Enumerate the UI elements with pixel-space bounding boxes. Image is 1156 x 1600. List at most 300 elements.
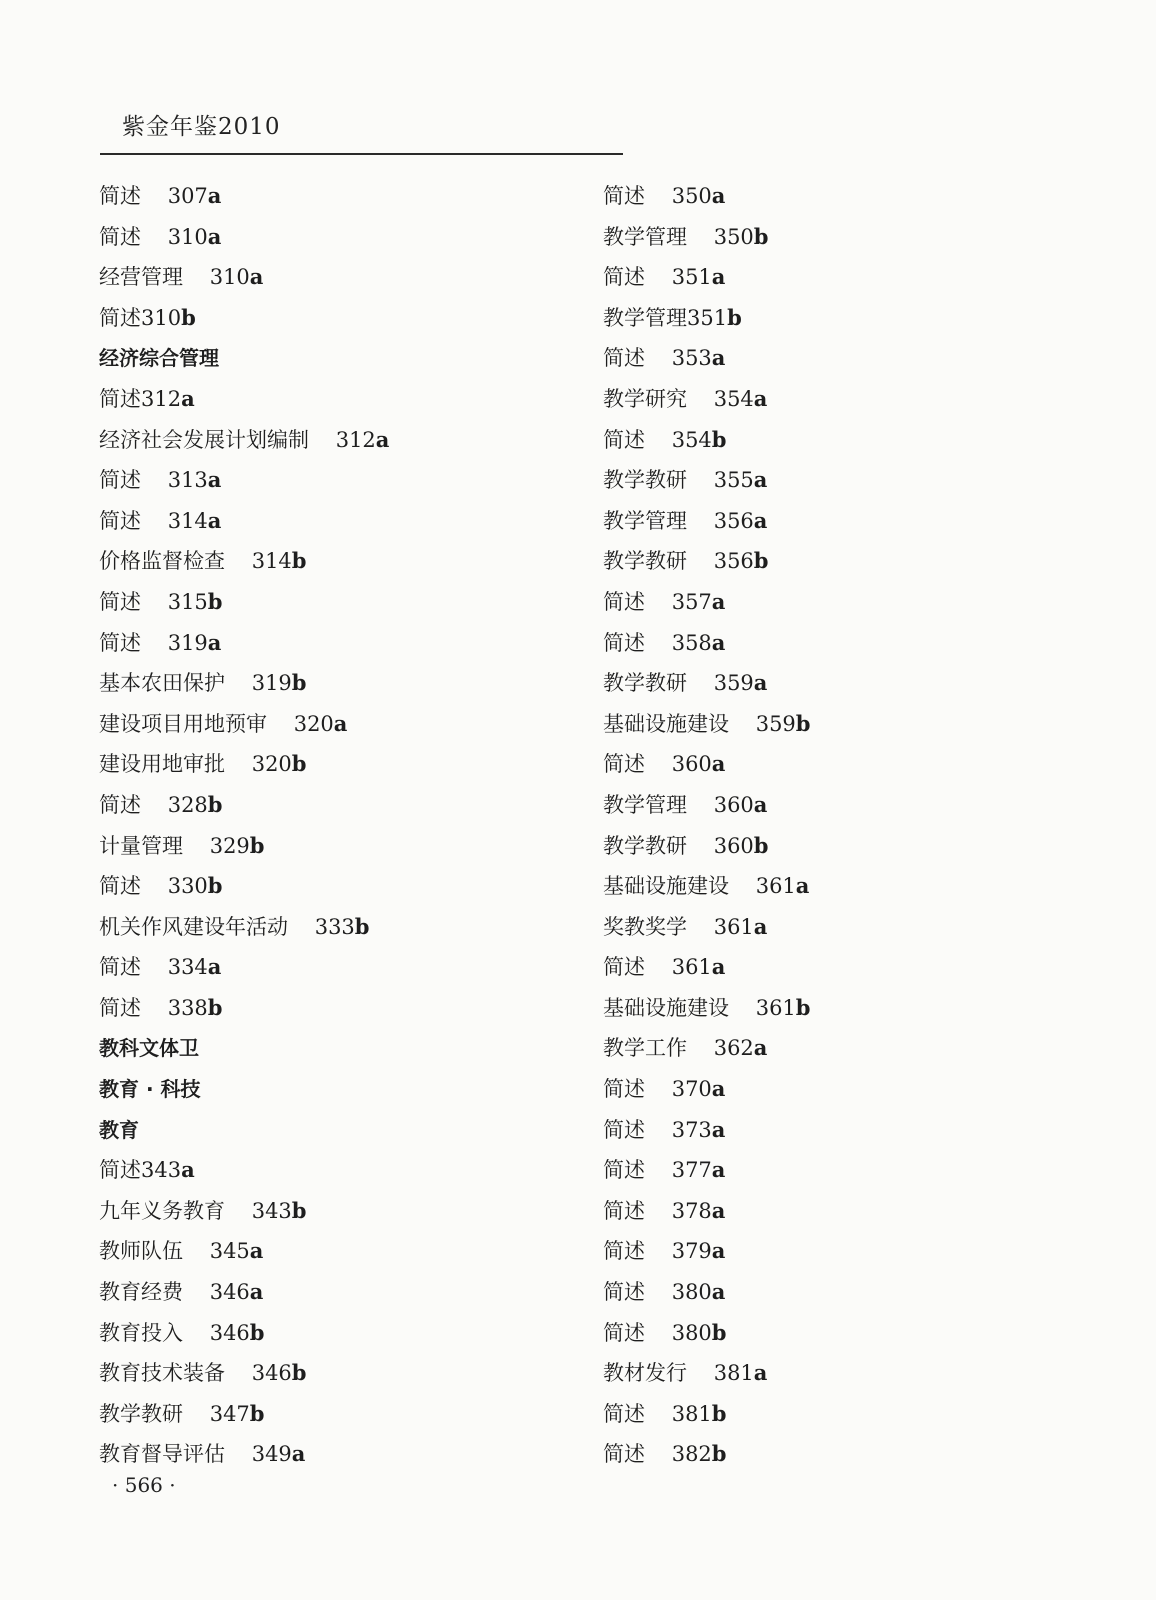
entry-gap (141, 996, 168, 1020)
entry-gap (687, 793, 714, 817)
entry-gap (183, 1402, 210, 1426)
entry-gap (225, 671, 252, 695)
entry-gap (729, 996, 756, 1020)
page-ref-column-letter: a (291, 1441, 306, 1467)
entry-page-ref (168, 874, 223, 898)
page-ref-column-letter: b (753, 832, 769, 858)
index-entry (99, 744, 389, 785)
entry-title: 简述 (603, 752, 645, 777)
index-entry (99, 460, 389, 501)
page-ref-number: 319 (251, 671, 292, 696)
entry-title: 建设用地审批 (99, 752, 225, 777)
entry-title: 教学管理 (603, 305, 687, 330)
index-entry (603, 1313, 810, 1354)
page-ref-number: 338 (167, 995, 208, 1020)
entry-title: 简述 (603, 955, 645, 980)
entry-gap (729, 874, 756, 898)
index-entry (603, 826, 810, 867)
entry-title: 教育 · 科技 (99, 1077, 201, 1102)
page-ref-number: 360 (671, 752, 712, 777)
entry-page-ref (672, 1280, 726, 1304)
entry-gap (141, 793, 168, 817)
page-ref-number: 359 (713, 671, 754, 696)
entry-title: 教育投入 (99, 1320, 183, 1345)
entry-page-ref (714, 225, 769, 249)
entry-page-ref (756, 996, 811, 1020)
entry-title: 简述 (603, 1280, 645, 1305)
page-ref-number: 347 (209, 1401, 250, 1426)
page-ref-number: 379 (671, 1239, 712, 1264)
entry-title: 简述 (603, 184, 645, 208)
entry-page-ref (672, 1199, 726, 1223)
entry-page-ref (714, 387, 768, 411)
page-ref-number: 361 (713, 914, 754, 939)
entry-page-ref (168, 955, 222, 979)
index-entry (603, 988, 810, 1029)
page-ref-number: 354 (671, 427, 712, 452)
entry-title: 教材发行 (603, 1361, 687, 1386)
entry-title: 简述 (603, 1442, 645, 1467)
page-ref-column-letter: a (711, 751, 726, 777)
entry-page-ref (168, 996, 223, 1020)
page-ref-column-letter: a (711, 1238, 726, 1264)
entry-title: 简述 (99, 995, 141, 1020)
entry-gap (309, 428, 336, 452)
index-entry (603, 1231, 810, 1272)
entry-title: 教学教研 (99, 1401, 183, 1426)
index-entry (603, 541, 810, 582)
index-entry (603, 176, 810, 217)
page-ref-column-letter: b (291, 548, 307, 574)
entry-page-ref (210, 265, 264, 289)
page-ref-column-letter: a (333, 710, 348, 736)
page-ref-column-letter: a (181, 1157, 195, 1183)
index-entry (603, 866, 810, 907)
page-ref-number: 351 (687, 305, 728, 330)
entry-gap (645, 1077, 672, 1101)
entry-title: 简述 (603, 589, 645, 614)
index-entry (603, 1191, 810, 1232)
entry-gap (645, 1442, 672, 1466)
page-ref-number: 373 (671, 1117, 712, 1142)
page-ref-column-letter: b (181, 304, 196, 330)
page-number: · 566 · (112, 1473, 176, 1497)
entry-page-ref (315, 915, 370, 939)
page-ref-number: 351 (671, 265, 712, 290)
index-entry (99, 1313, 389, 1354)
entry-page-ref (252, 1442, 306, 1466)
index-entry (99, 623, 389, 664)
page-ref-number: 358 (671, 630, 712, 655)
entry-title: 简述 (99, 874, 141, 899)
entry-title: 九年义务教育 (99, 1198, 225, 1223)
page-ref-column-letter: b (207, 791, 223, 817)
index-section-heading (99, 1028, 389, 1069)
page-ref-number: 361 (755, 874, 796, 899)
entry-gap (183, 1239, 210, 1263)
page-ref-number: 310 (141, 305, 182, 330)
entry-page-ref (672, 955, 726, 979)
page-ref-column-letter: a (207, 507, 222, 533)
entry-title: 教学教研 (603, 468, 687, 493)
page-ref-number: 330 (167, 874, 208, 899)
index-entry (603, 1069, 810, 1110)
entry-gap (687, 1361, 714, 1385)
entry-title: 简述 (99, 508, 141, 533)
entry-title: 教学教研 (603, 671, 687, 696)
page-ref-column-letter: b (354, 913, 370, 939)
index-entry (99, 826, 389, 867)
page-ref-column-letter: b (249, 1400, 265, 1426)
page-ref-number: 312 (335, 427, 376, 452)
entry-page-ref (168, 184, 222, 208)
page-ref-number: 310 (209, 265, 250, 290)
page-ref-number: 320 (251, 752, 292, 777)
entry-page-ref (168, 590, 223, 614)
page-ref-number: 355 (713, 468, 754, 493)
entry-title: 简述 (99, 792, 141, 817)
entry-page-ref (672, 1158, 726, 1182)
page-ref-column-letter: a (711, 954, 726, 980)
page-ref-column-letter: b (795, 994, 811, 1020)
entry-gap (687, 834, 714, 858)
entry-gap (225, 549, 252, 573)
entry-gap (645, 428, 672, 452)
page-ref-column-letter: a (753, 1035, 768, 1061)
page-ref-number: 382 (671, 1442, 712, 1467)
entry-title: 教育督导评估 (99, 1442, 225, 1467)
page-ref-column-letter: a (753, 507, 768, 533)
entry-title: 教学工作 (603, 1036, 687, 1061)
index-entry (603, 1110, 810, 1151)
entry-title: 基础设施建设 (603, 874, 729, 899)
page-ref-number: 328 (167, 792, 208, 817)
entry-gap (729, 712, 756, 736)
page-ref-number: 343 (251, 1198, 292, 1223)
page-ref-number: 313 (167, 468, 208, 493)
page-ref-column-letter: a (181, 385, 195, 411)
page-ref-number: 314 (167, 508, 208, 533)
entry-page-ref (687, 306, 742, 330)
index-entry (603, 217, 810, 258)
entry-gap (183, 834, 210, 858)
page-ref-number: 346 (251, 1361, 292, 1386)
entry-page-ref (714, 671, 768, 695)
entry-gap (645, 265, 672, 289)
entry-gap (225, 752, 252, 776)
entry-page-ref (210, 1321, 265, 1345)
entry-title: 基本农田保护 (99, 671, 225, 696)
entry-page-ref (714, 468, 768, 492)
entry-title: 教科文体卫 (99, 1036, 199, 1061)
entry-gap (225, 1199, 252, 1223)
page-ref-number: 319 (167, 630, 208, 655)
entry-gap (288, 915, 315, 939)
entry-title: 机关作风建设年活动 (99, 914, 288, 939)
entry-page-ref (252, 549, 307, 573)
entry-page-ref (294, 712, 348, 736)
entry-gap (141, 955, 168, 979)
entry-gap (687, 509, 714, 533)
page-ref-number: 380 (671, 1320, 712, 1345)
page-ref-number: 329 (209, 833, 250, 858)
page-ref-number: 350 (671, 184, 712, 208)
page-ref-column-letter: a (249, 1279, 264, 1305)
entry-title: 教育 (99, 1117, 139, 1142)
entry-title: 简述 (99, 386, 141, 411)
page-ref-number: 380 (671, 1280, 712, 1305)
page-ref-number: 370 (671, 1077, 712, 1102)
entry-title: 简述 (603, 346, 645, 371)
entry-title: 经济综合管理 (99, 346, 219, 371)
entry-gap (183, 1321, 210, 1345)
entry-gap (183, 1280, 210, 1304)
index-column-left (99, 176, 389, 1475)
index-entry (99, 176, 389, 217)
page-ref-column-letter: b (753, 223, 769, 249)
entry-page-ref (210, 834, 265, 858)
index-entry (603, 379, 810, 420)
page-ref-number: 378 (671, 1198, 712, 1223)
page-ref-column-letter: a (711, 629, 726, 655)
entry-title: 计量管理 (99, 833, 183, 858)
index-entry (603, 663, 810, 704)
page-ref-column-letter: a (753, 467, 768, 493)
entry-gap (645, 1239, 672, 1263)
index-entry (99, 1272, 389, 1313)
entry-page-ref (210, 1402, 265, 1426)
entry-title: 简述 (99, 224, 141, 249)
index-entry (603, 907, 810, 948)
entry-page-ref (141, 306, 196, 330)
entry-gap (687, 549, 714, 573)
entry-page-ref (672, 1402, 727, 1426)
page-ref-number: 307 (167, 184, 208, 208)
page-ref-column-letter: a (207, 223, 222, 249)
entry-page-ref (672, 631, 726, 655)
page-ref-column-letter: a (753, 791, 768, 817)
index-entry (99, 541, 389, 582)
index-entry (99, 379, 389, 420)
entry-page-ref (756, 712, 811, 736)
page-ref-column-letter: b (795, 710, 811, 736)
running-title: 紫金年鉴2010 (122, 114, 281, 140)
page-ref-column-letter: b (207, 873, 223, 899)
page-ref-column-letter: b (291, 1360, 307, 1386)
page-ref-column-letter: a (711, 264, 726, 290)
entry-gap (141, 468, 168, 492)
page-ref-number: 345 (209, 1239, 250, 1264)
page-ref-number: 362 (713, 1036, 754, 1061)
page-ref-column-letter: a (711, 1157, 726, 1183)
entry-title: 经济社会发展计划编制 (99, 427, 309, 452)
index-entry (99, 663, 389, 704)
entry-page-ref (336, 428, 390, 452)
entry-gap (225, 1361, 252, 1385)
index-entry (603, 785, 810, 826)
page-ref-number: 320 (293, 711, 334, 736)
entry-page-ref (714, 915, 768, 939)
page-ref-number: 377 (671, 1158, 712, 1183)
index-section-heading (99, 338, 389, 379)
index-entry (603, 623, 810, 664)
entry-gap (645, 1321, 672, 1345)
page-ref-column-letter: b (249, 1319, 265, 1345)
entry-title: 简述 (603, 630, 645, 655)
entry-page-ref (672, 346, 726, 370)
entry-title: 简述 (99, 955, 141, 980)
entry-page-ref (672, 1077, 726, 1101)
entry-gap (267, 712, 294, 736)
page-ref-column-letter: b (711, 1441, 727, 1467)
page-ref-column-letter: a (711, 1197, 726, 1223)
entry-title: 简述 (603, 1077, 645, 1102)
entry-page-ref (168, 631, 222, 655)
entry-title: 教育经费 (99, 1280, 183, 1305)
entry-page-ref (168, 468, 222, 492)
page-ref-column-letter: a (711, 183, 726, 208)
entry-gap (141, 184, 168, 208)
index-entry (99, 298, 389, 339)
entry-title: 教学管理 (603, 224, 687, 249)
index-entry (99, 501, 389, 542)
entry-title: 简述 (99, 630, 141, 655)
page-ref-column-letter: b (727, 304, 742, 330)
index-entry (603, 298, 810, 339)
page-ref-column-letter: b (291, 751, 307, 777)
page-ref-column-letter: b (291, 670, 307, 696)
page-ref-column-letter: a (753, 913, 768, 939)
entry-page-ref (756, 874, 810, 898)
page-ref-number: 334 (167, 955, 208, 980)
page-ref-column-letter: b (711, 1400, 727, 1426)
entry-gap (645, 631, 672, 655)
page-ref-column-letter: b (711, 426, 727, 452)
index-entry (603, 338, 810, 379)
page-ref-number: 356 (713, 549, 754, 574)
index-entry (99, 420, 389, 461)
page-ref-column-letter: a (207, 954, 222, 980)
entry-page-ref (252, 1361, 307, 1385)
index-entry (603, 501, 810, 542)
entry-title: 简述 (603, 265, 645, 290)
index-entry (603, 704, 810, 745)
index-entry (603, 1272, 810, 1313)
entry-page-ref (672, 752, 726, 776)
entry-page-ref (252, 752, 307, 776)
entry-page-ref (168, 509, 222, 533)
entry-title: 简述 (603, 1320, 645, 1345)
entry-title: 教育技术装备 (99, 1361, 225, 1386)
page-ref-number: 314 (251, 549, 292, 574)
index-entry (99, 1353, 389, 1394)
entry-page-ref (714, 549, 769, 573)
page-ref-column-letter: a (711, 1116, 726, 1142)
entry-gap (687, 915, 714, 939)
entry-gap (225, 1442, 252, 1466)
entry-gap (141, 509, 168, 533)
index-entry (99, 257, 389, 298)
index-entry (99, 866, 389, 907)
entry-gap (645, 1280, 672, 1304)
page-ref-number: 360 (713, 792, 754, 817)
index-entry (603, 1353, 810, 1394)
entry-page-ref (714, 834, 769, 858)
page-ref-number: 349 (251, 1442, 292, 1467)
entry-page-ref (210, 1280, 264, 1304)
index-section-heading (99, 1069, 389, 1110)
entry-title: 教学管理 (603, 508, 687, 533)
page-ref-number: 357 (671, 589, 712, 614)
entry-page-ref (210, 1239, 264, 1263)
entry-page-ref (672, 1118, 726, 1142)
page-ref-column-letter: a (207, 183, 222, 208)
page-ref-number: 343 (141, 1158, 182, 1183)
header-rule (100, 153, 623, 155)
page-ref-column-letter: b (249, 832, 265, 858)
entry-gap (687, 225, 714, 249)
page-ref-column-letter: b (711, 1319, 727, 1345)
entry-page-ref (714, 1036, 768, 1060)
page-ref-number: 346 (209, 1320, 250, 1345)
entry-title: 简述 (99, 305, 141, 330)
entry-title: 简述 (603, 1239, 645, 1264)
entry-gap (645, 1199, 672, 1223)
entry-title: 教学研究 (603, 386, 687, 411)
index-entry (603, 1434, 810, 1475)
page-ref-number: 350 (713, 224, 754, 249)
page-ref-number: 381 (671, 1401, 712, 1426)
index-entry (603, 257, 810, 298)
entry-title: 简述 (99, 184, 141, 208)
index-entry (603, 420, 810, 461)
entry-title: 建设项目用地预审 (99, 711, 267, 736)
index-entry (603, 460, 810, 501)
index-entry (603, 582, 810, 623)
index-entry (603, 744, 810, 785)
page-ref-column-letter: a (753, 385, 768, 411)
entry-gap (687, 387, 714, 411)
entry-gap (645, 1118, 672, 1142)
index-entry (603, 947, 810, 988)
entry-gap (687, 1036, 714, 1060)
entry-gap (645, 346, 672, 370)
page-ref-column-letter: a (249, 264, 264, 290)
index-entry (99, 582, 389, 623)
index-entry (99, 988, 389, 1029)
page-ref-column-letter: a (711, 1279, 726, 1305)
entry-gap (645, 955, 672, 979)
index-column-right (603, 176, 810, 1475)
page-ref-number: 353 (671, 346, 712, 371)
entry-page-ref (672, 428, 727, 452)
entry-page-ref (672, 590, 726, 614)
entry-gap (645, 184, 672, 208)
entry-page-ref (252, 671, 307, 695)
page-ref-column-letter: a (753, 670, 768, 696)
entry-gap (141, 874, 168, 898)
entry-page-ref (141, 1158, 195, 1182)
page-ref-column-letter: a (375, 426, 390, 452)
index-entry (99, 1434, 389, 1475)
index-entry (99, 907, 389, 948)
entry-title: 经营管理 (99, 265, 183, 290)
entry-gap (141, 225, 168, 249)
page-ref-number: 361 (671, 955, 712, 980)
entry-page-ref (714, 1361, 768, 1385)
page-ref-number: 312 (141, 386, 182, 411)
entry-page-ref (714, 793, 768, 817)
